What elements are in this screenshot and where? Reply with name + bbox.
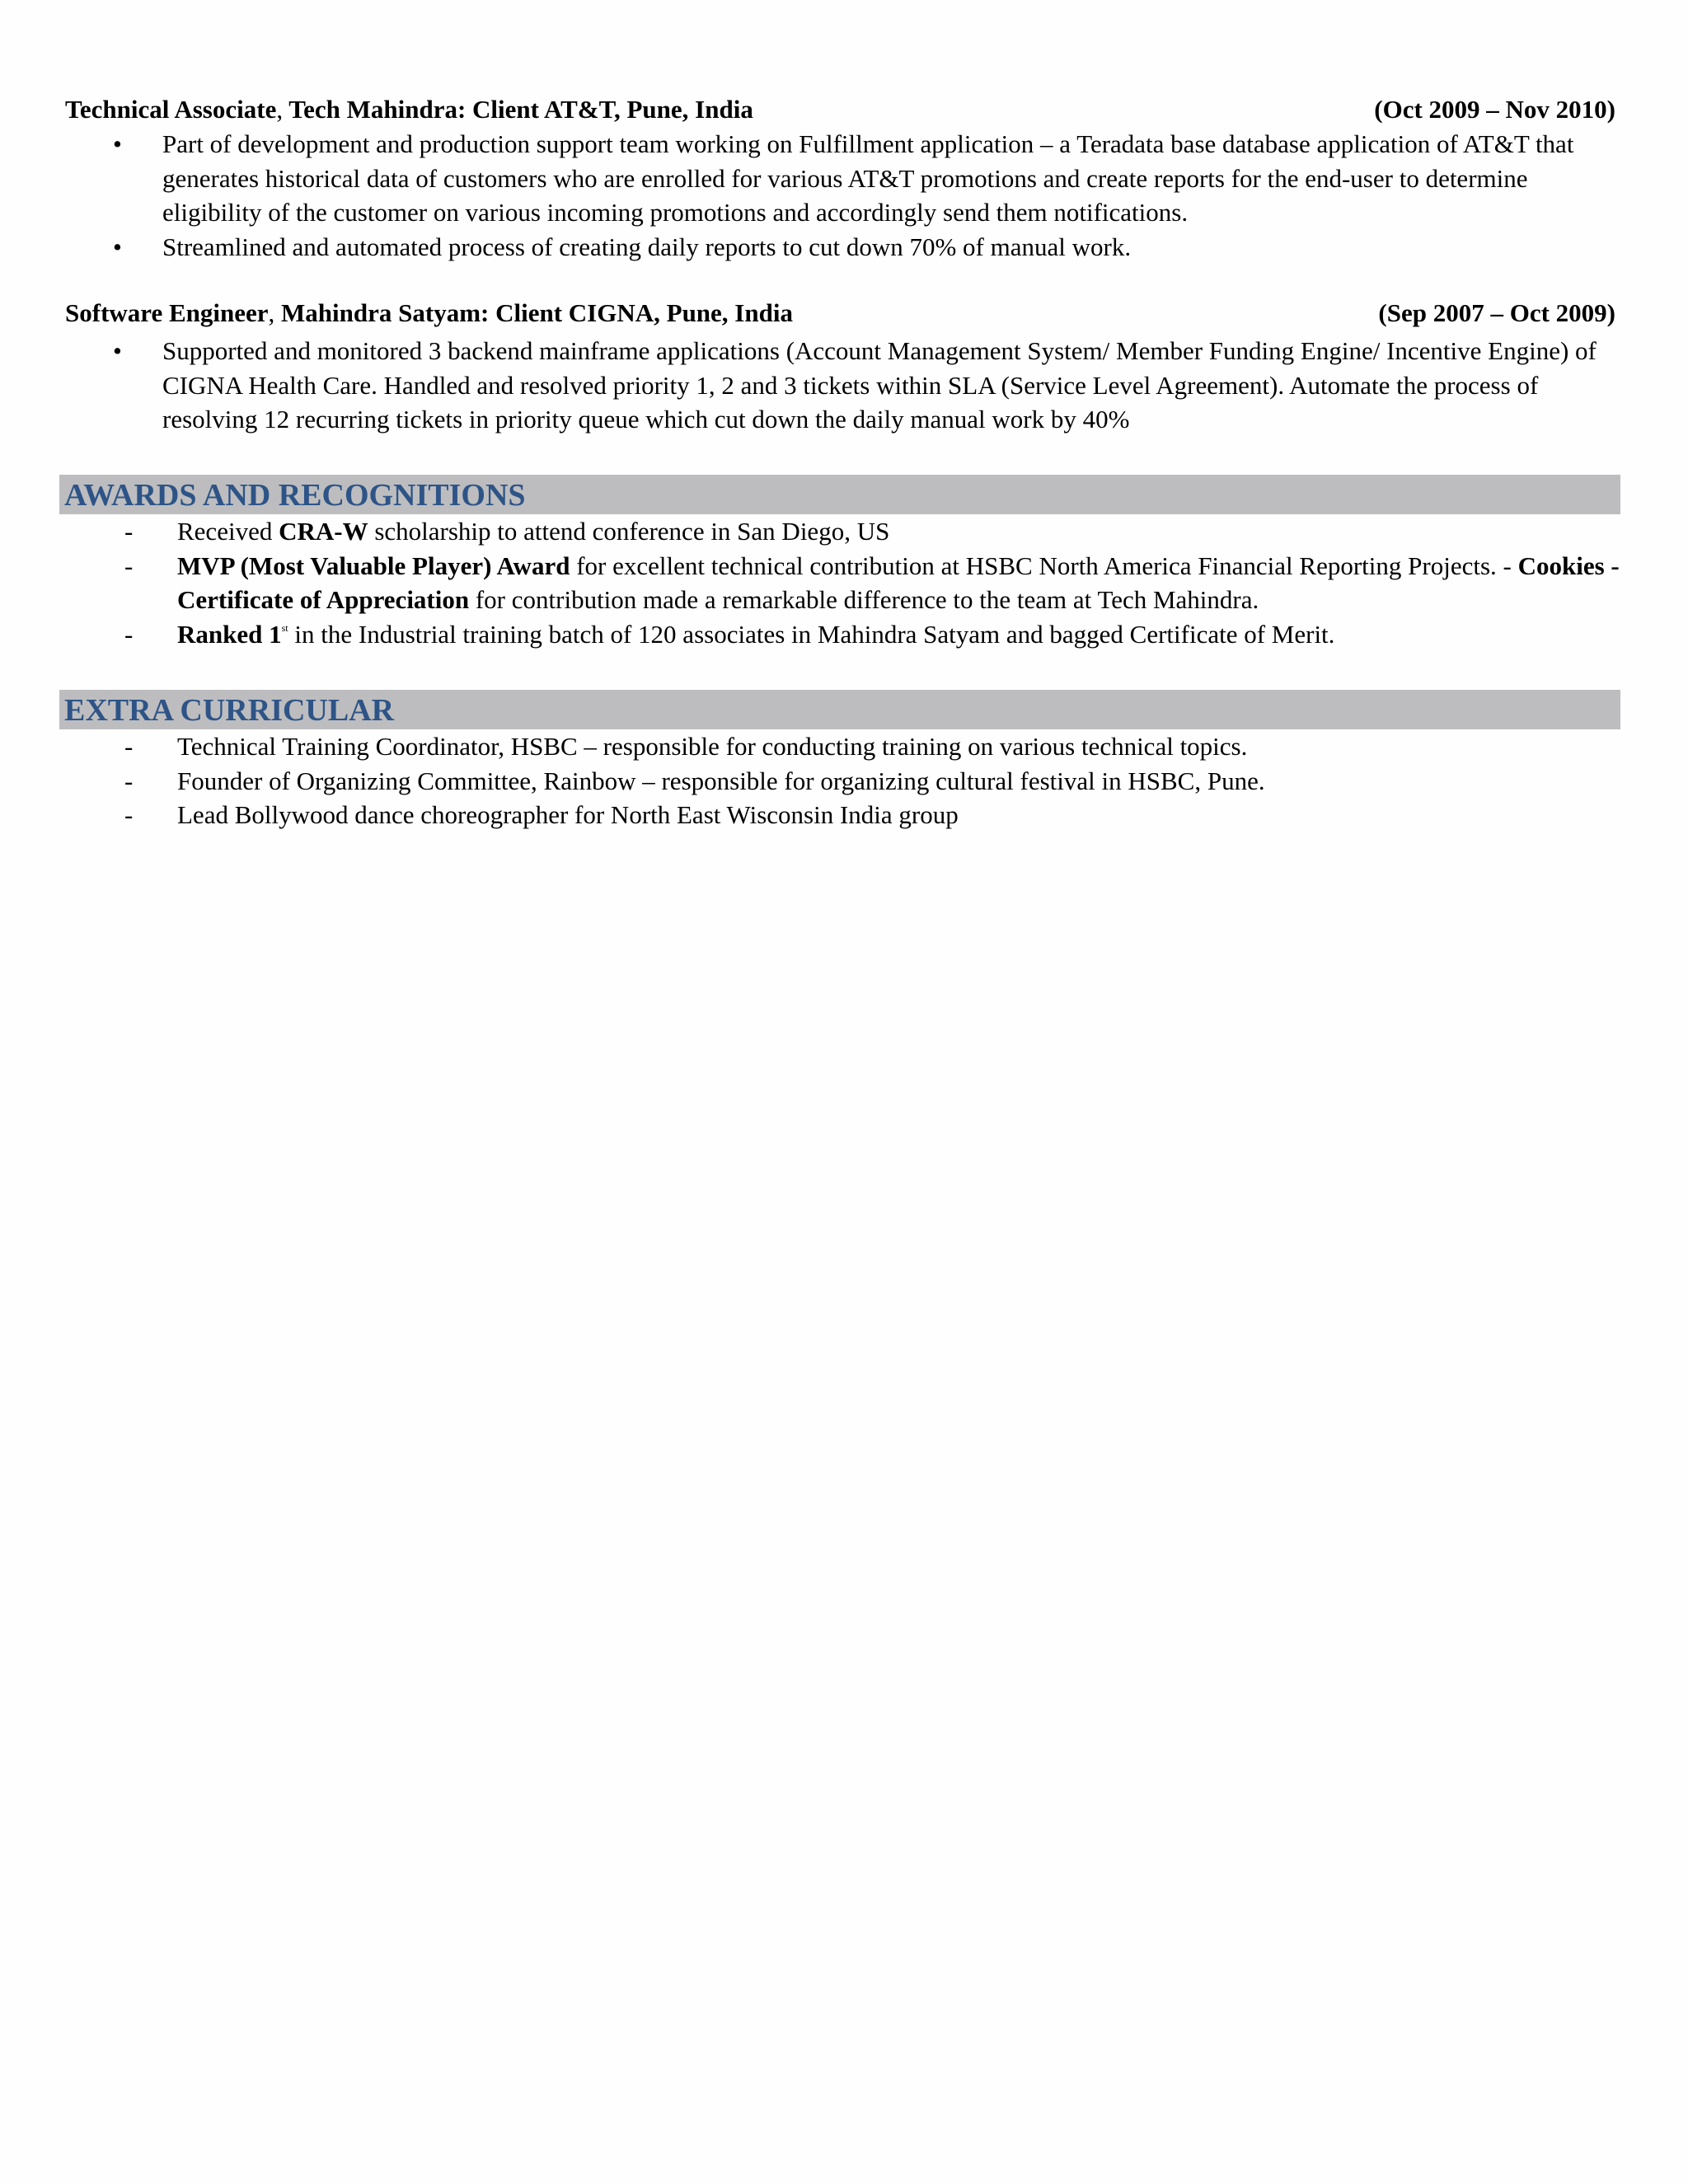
job-dates: (Sep 2007 – Oct 2009) xyxy=(1378,298,1615,327)
awards-list xyxy=(65,514,1631,651)
list-item xyxy=(65,127,1631,230)
job-header-mahindra-satyam xyxy=(65,297,1615,330)
award-text-bold: MVP (Most Valuable Player) Award xyxy=(177,551,570,580)
list-item xyxy=(65,617,1631,652)
job-company: Tech Mahindra: Client AT&T, Pune, India xyxy=(288,95,753,124)
dash-icon: - xyxy=(124,800,134,829)
job-separator: , xyxy=(276,95,284,124)
dash-icon: - xyxy=(124,551,134,580)
job-role: Technical Associate xyxy=(65,95,277,124)
award-text-bold-2: Cookies - Certificate of Appreciation xyxy=(177,551,1620,614)
dash-icon: - xyxy=(124,619,134,649)
award-text-bold: Ranked 1 xyxy=(177,619,282,649)
award-text-pre: Received xyxy=(177,517,279,546)
award-text-mid: for excellent technical contribution at HSBC North America Financial Reporting Projects. - xyxy=(570,551,1518,580)
award-text-bold: CRA-W xyxy=(279,517,368,546)
award-text-post: in the Industrial training batch of 120 associates in Mahindra Satyam and bagged Certificate of Merit. xyxy=(288,619,1335,649)
job-header-tech-mahindra xyxy=(65,93,1615,126)
bullet-text: Part of development and production support team working on Fulfillment application – a Teradata base database application of AT&T that generates historical data of customers who are enrolled for various AT&T promotions and create reports for the end-user to determine eligibility of the customer on various incoming promotions and accordingly send them notifications. xyxy=(162,129,1574,227)
list-item xyxy=(65,798,1631,832)
extra-item-text: Lead Bollywood dance choreographer for North East Wisconsin India group xyxy=(177,800,959,829)
award-text-sup: st xyxy=(281,621,288,634)
section-title: EXTRA CURRICULAR xyxy=(64,693,395,728)
list-item xyxy=(65,514,1631,549)
dash-icon: - xyxy=(124,517,134,546)
dash-icon: - xyxy=(124,732,134,761)
extra-item-text: Technical Training Coordinator, HSBC – responsible for conducting training on various technical topics. xyxy=(177,732,1248,761)
section-title: AWARDS AND RECOGNITIONS xyxy=(64,478,526,513)
bullet-icon: • xyxy=(113,129,122,158)
list-item xyxy=(65,334,1631,437)
job-dates: (Oct 2009 – Nov 2010) xyxy=(1374,95,1615,124)
bullet-text: Supported and monitored 3 backend mainframe applications (Account Management System/ Member Funding Engine/ Incentive Engine) of CIGNA Health Care. Handled and resolved priority 1, 2 and 3 tickets within SLA (Service Level Agreement). Automate the process of resolving 12 recurring tickets in priority queue which cut down the daily manual work by 40% xyxy=(162,336,1597,434)
job-bullets-tech-mahindra xyxy=(65,127,1631,264)
award-text-post: scholarship to attend conference in San Diego, US xyxy=(368,517,890,546)
bullet-text: Streamlined and automated process of creating daily reports to cut down 70% of manual work. xyxy=(162,232,1132,261)
job-bullets-mahindra-satyam xyxy=(65,334,1631,437)
bullet-icon: • xyxy=(113,336,122,365)
job-role: Software Engineer xyxy=(65,298,269,327)
list-item xyxy=(65,230,1631,265)
dash-icon: - xyxy=(124,766,134,795)
section-header-awards xyxy=(59,475,1620,514)
job-separator: , xyxy=(268,298,275,327)
extra-item-text: Founder of Organizing Committee, Rainbow – responsible for organizing cultural festival in HSBC, Pune. xyxy=(177,766,1265,795)
section-header-extra-curricular xyxy=(59,690,1620,729)
job-company: Mahindra Satyam: Client CIGNA, Pune, India xyxy=(281,298,793,327)
award-text-post: for contribution made a remarkable difference to the team at Tech Mahindra. xyxy=(469,585,1259,614)
bullet-icon: • xyxy=(113,232,122,261)
list-item xyxy=(65,729,1631,764)
list-item xyxy=(65,549,1631,617)
list-item xyxy=(65,764,1631,799)
extra-curricular-list xyxy=(65,729,1631,832)
